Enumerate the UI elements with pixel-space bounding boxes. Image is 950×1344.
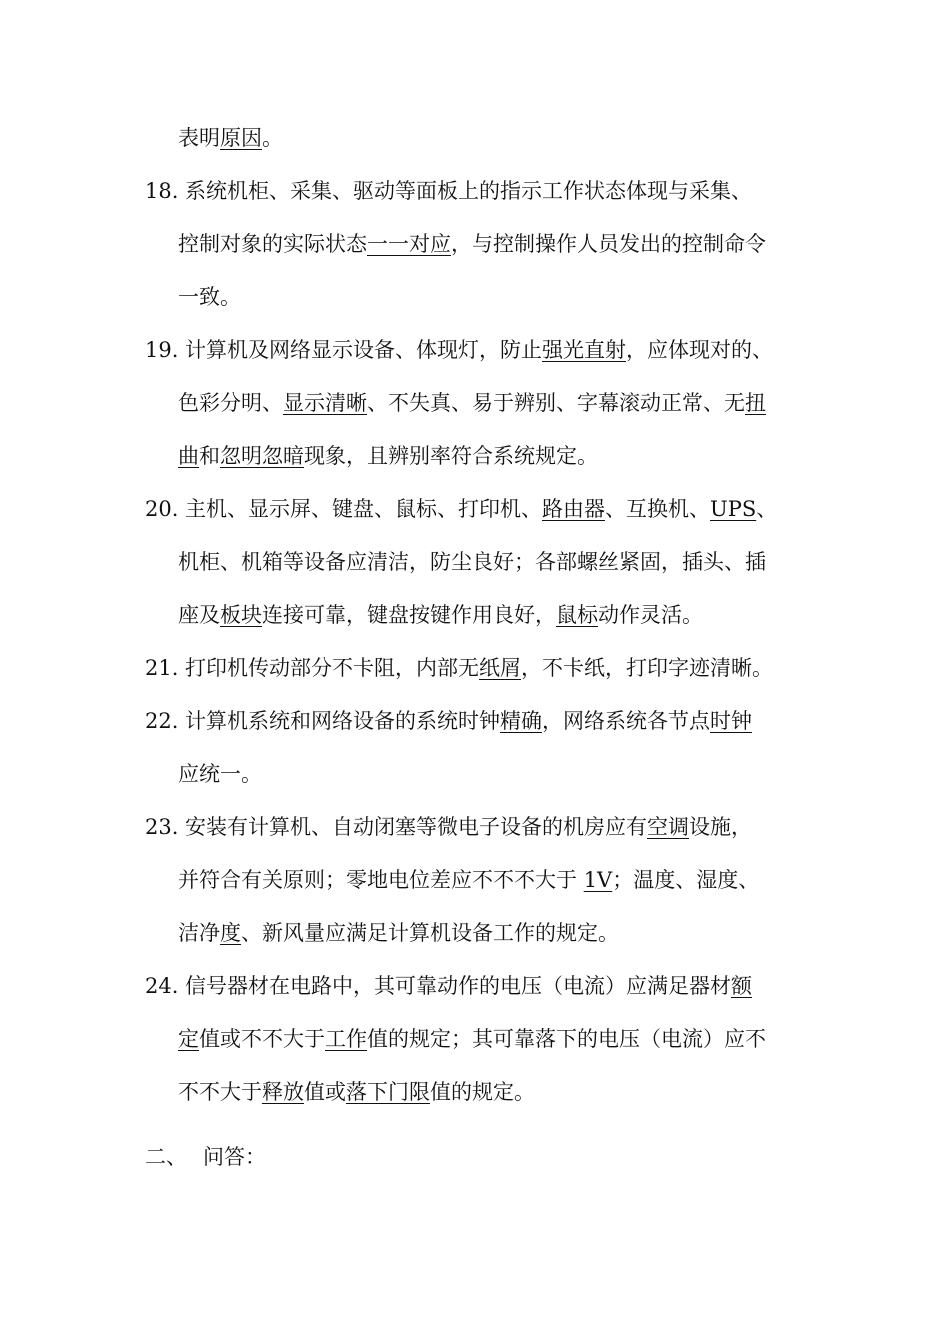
text-segment: 安装有计算机、自动闭塞等微电子设备的机房应有	[185, 815, 647, 839]
text-line	[178, 282, 241, 312]
text-segment: ；温度、湿度、	[612, 868, 760, 892]
underlined-term: 1V	[583, 868, 613, 892]
text-segment: 和	[199, 444, 220, 468]
underlined-term: 释放	[262, 1080, 304, 1104]
text-segment: 现象，且辨别率符合系统规定。	[304, 444, 598, 468]
text-segment: 信号器材在电路中，其可靠动作的电压（电流）应满足器材	[185, 974, 731, 998]
underlined-term: 路由器	[542, 497, 605, 521]
text-segment: 一致。	[178, 285, 241, 309]
underlined-term: 精确	[500, 709, 542, 733]
text-line	[178, 547, 766, 577]
text-segment: 动作灵活。	[598, 603, 703, 627]
text-segment: 、新风量应满足计算机设备工作的规定。	[241, 921, 619, 945]
underlined-term: UPS	[710, 497, 757, 521]
text-line	[145, 494, 777, 524]
underlined-term: 定	[178, 1027, 199, 1051]
section-number: 二、	[145, 1145, 187, 1169]
text-segment: 值或	[304, 1080, 346, 1104]
item-number: 20.	[145, 497, 179, 521]
text-segment: 系统机柜、采集、驱动等面板上的指示工作状态体现与采集、	[185, 179, 752, 203]
text-line	[145, 653, 773, 683]
text-segment: 、	[756, 497, 778, 521]
text-segment: 、互换机、	[605, 497, 710, 521]
underlined-term: 纸屑	[479, 656, 521, 680]
underlined-term: 额	[731, 974, 752, 998]
text-segment: 机柜、机箱等设备应清洁，防尘良好；各部螺丝紧固，插头、插	[178, 550, 766, 574]
text-segment: 色彩分明、	[178, 391, 283, 415]
text-segment: ，网络系统各节点	[542, 709, 710, 733]
text-segment: 不不大于	[178, 1080, 262, 1104]
text-line	[178, 229, 766, 259]
text-line	[178, 1024, 766, 1054]
underlined-term: 落下门限	[346, 1080, 430, 1104]
item-number: 19.	[145, 338, 179, 362]
text-segment: 并符合有关原则；零地电位差应不不不大于	[178, 868, 584, 892]
text-line	[178, 388, 766, 418]
item-number: 22.	[145, 709, 179, 733]
underlined-term: 鼠标	[556, 603, 598, 627]
item-number: 23.	[145, 815, 179, 839]
text-segment: 表明	[178, 126, 220, 150]
underlined-term: 原因	[220, 126, 262, 150]
text-segment: 值的规定；其可靠落下的电压（电流）应不	[367, 1027, 766, 1051]
text-segment: 控制对象的实际状态	[178, 232, 367, 256]
text-line	[178, 441, 598, 471]
text-segment: 应统一。	[178, 762, 262, 786]
item-number: 24.	[145, 974, 179, 998]
item-number: 21.	[145, 656, 179, 680]
text-segment: ，应体现对的、	[626, 338, 773, 362]
text-line	[145, 176, 752, 206]
text-segment: 计算机及网络显示设备、体现灯，防止	[185, 338, 542, 362]
text-segment: 座及	[178, 603, 220, 627]
text-line	[145, 335, 773, 365]
underlined-term: 显示清晰	[283, 391, 367, 415]
text-segment: 洁净	[178, 921, 220, 945]
underlined-term: 强光直射	[542, 338, 626, 362]
text-line	[178, 918, 619, 948]
text-segment: 值或不不大于	[199, 1027, 325, 1051]
underlined-term: 度	[220, 921, 241, 945]
text-line	[178, 1077, 535, 1107]
underlined-term: 一一对应	[367, 232, 451, 256]
text-line	[178, 865, 759, 895]
text-segment: ，不卡纸，打印字迹清晰。	[521, 656, 773, 680]
section-heading	[145, 1142, 266, 1172]
underlined-term: 扭	[745, 391, 766, 415]
underlined-term: 忽明忽暗	[220, 444, 304, 468]
text-line	[145, 812, 752, 842]
text-segment: 。	[262, 126, 283, 150]
section-title: 问答：	[203, 1145, 266, 1169]
text-segment: 、不失真、易于辨别、字幕滚动正常、无	[367, 391, 745, 415]
item-number: 18.	[145, 179, 179, 203]
underlined-term: 空调	[647, 815, 689, 839]
text-segment: 值的规定。	[430, 1080, 535, 1104]
underlined-term: 曲	[178, 444, 199, 468]
underlined-term: 板块	[220, 603, 262, 627]
text-line	[145, 706, 752, 736]
underlined-term: 工作	[325, 1027, 367, 1051]
text-line	[178, 123, 283, 153]
text-segment: 计算机系统和网络设备的系统时钟	[185, 709, 500, 733]
underlined-term: 时钟	[710, 709, 752, 733]
text-line	[178, 600, 703, 630]
text-line	[145, 971, 752, 1001]
text-segment: 主机、显示屏、键盘、鼠标、打印机、	[185, 497, 542, 521]
text-segment: 设施，	[689, 815, 752, 839]
text-segment: ，与控制操作人员发出的控制命令	[451, 232, 766, 256]
text-segment: 打印机传动部分不卡阻，内部无	[185, 656, 479, 680]
text-segment: 连接可靠，键盘按键作用良好，	[262, 603, 556, 627]
text-line	[178, 759, 262, 789]
